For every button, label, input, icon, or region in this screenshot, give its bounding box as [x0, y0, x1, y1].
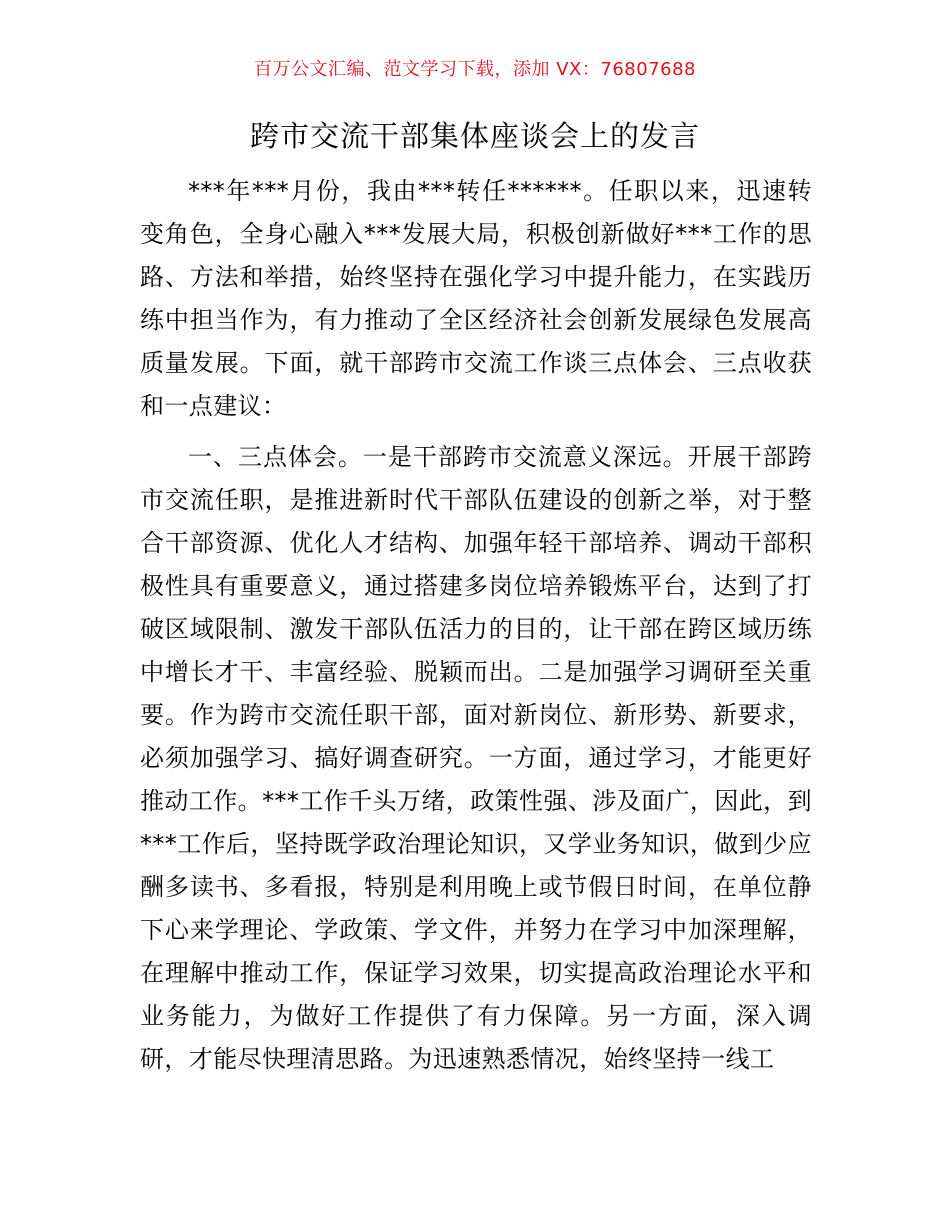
paragraph-section-one: 一、三点体会。一是干部跨市交流意义深远。开展干部跨市交流任职，是推进新时代干部队伍建设的创新之举，对于整合干部资源、优化人才结构、加强年轻干部培养、调动干部积极性具有重要意义，通过搭建多岗位培养锻炼平台，达到了打破区域限制、激发干部队伍活力的目的，让干部在跨区域历练中增长才干、丰富经验、脱颖而出。二是加强学习调研至关重要。作为跨市交流任职干部，面对新岗位、新形势、新要求，必须加强学习、搞好调查研究。一方面，通过学习，才能更好推动工作。***工作千头万绪，政策性强、涉及面广，因此，到***工作后，坚持既学政治理论知识，又学业务知识，做到少应酬多读书、多看报，特别是利用晚上或节假日时间，在单位静下心来学理论、学政策、学文件，并努力在学习中加深理解，在理解中推动工作，保证学习效果，切实提高政治理论水平和业务能力，为做好工作提供了有力保障。另一方面，深入调研，才能尽快理清思路。为迅速熟悉情况，始终坚持一线工	[140, 443, 812, 1073]
document-body	[140, 170, 812, 1089]
paragraph-intro: ***年***月份，我由***转任******。任职以来，迅速转变角色，全身心融入***发展大局，积极创新做好***工作的思路、方法和举措，始终坚持在强化学习中提升能力，在实践历练中担当作为，有力推动了全区经济社会创新发展绿色发展高质量发展。下面，就干部跨市交流工作谈三点体会、三点收获和一点建议：	[140, 177, 812, 420]
document-title: 跨市交流干部集体座谈会上的发言	[249, 119, 700, 153]
header-promo-note: 百万公文汇编、范文学习下载，添加 VX：76807688	[254, 59, 696, 80]
